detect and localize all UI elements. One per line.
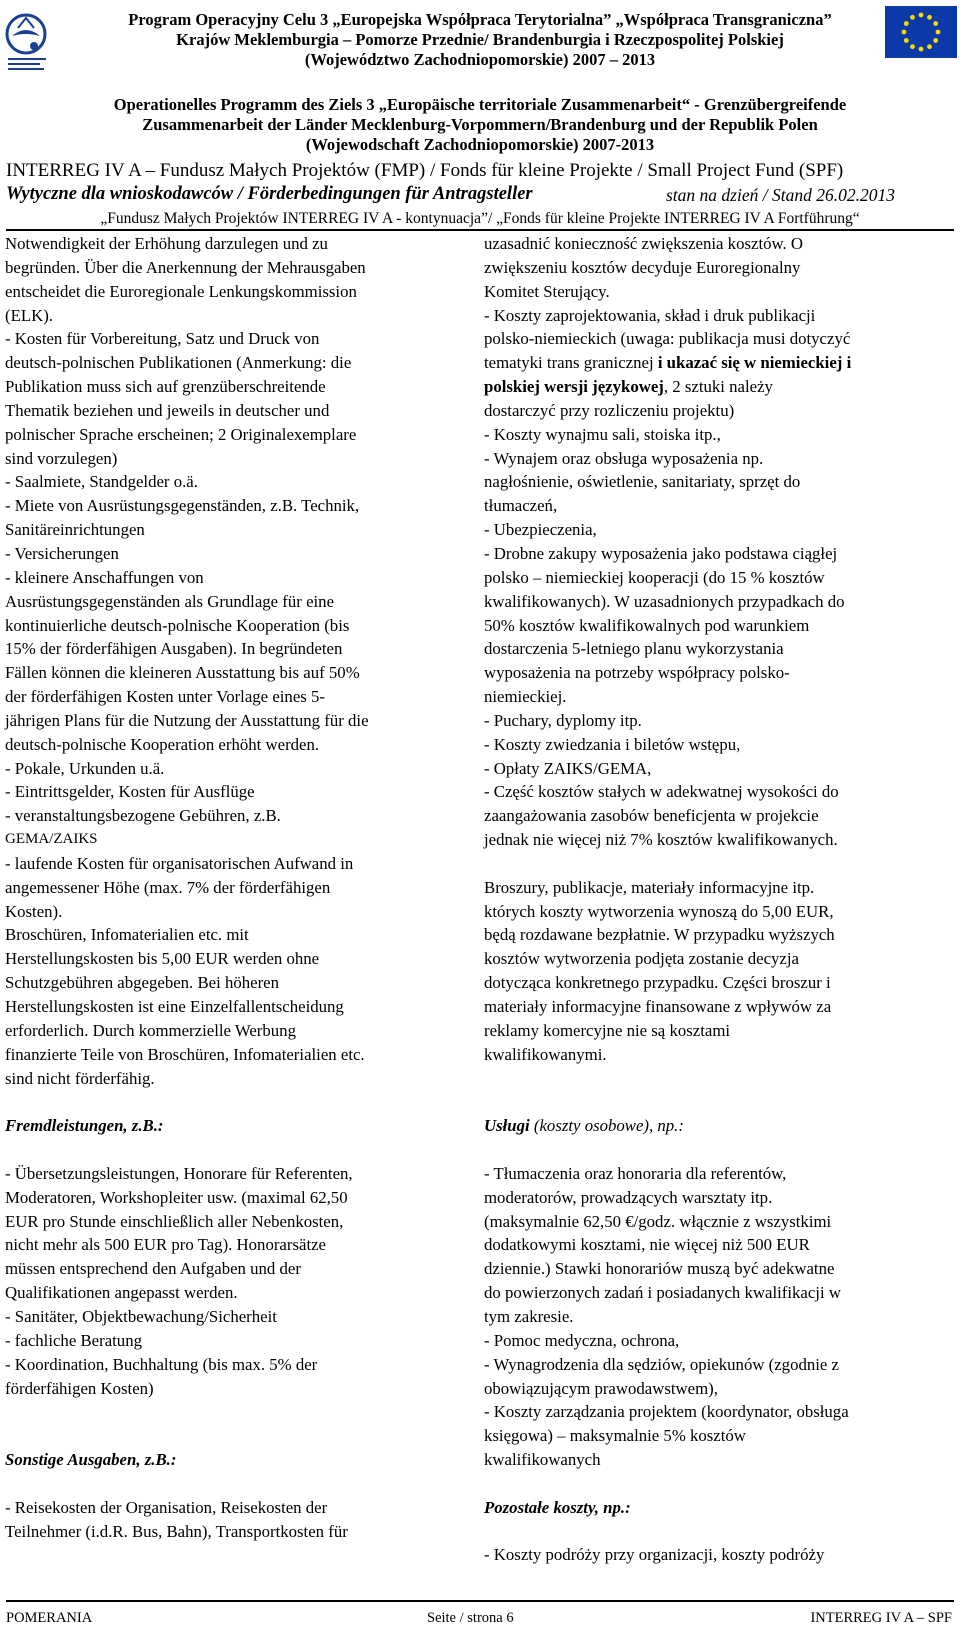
de-line: - Saalmiete, Standgelder o.ä. xyxy=(5,472,198,492)
de-blank-line xyxy=(5,1400,460,1424)
de-line: Teilnehmer (i.d.R. Bus, Bahn), Transportkosten für xyxy=(5,1521,348,1541)
pl-line: - Koszty podróży przy organizacji, koszty podróży xyxy=(484,1545,825,1565)
footer-page-number: Seite / strona 6 xyxy=(427,1610,514,1626)
de-line: entscheidet die Euroregionale Lenkungskommission xyxy=(5,281,357,301)
pl-line: wyposażenia na potrzeby współpracy polsko- xyxy=(484,663,790,683)
de-line: - kleinere Anschaffungen von xyxy=(5,567,204,587)
pl-line: będą rozdawane bezpłatnie. W przypadku wyższych xyxy=(484,925,835,945)
pl-line: do powierzonych zadań i posiadanych kwalifikacji w xyxy=(484,1283,841,1303)
pl-line: dziennie.) Stawki honorariów muszą być adekwatne xyxy=(484,1259,835,1279)
de-line: finanzierte Teile von Broschüren, Infomaterialien etc. xyxy=(5,1044,365,1064)
pl-line-mixed xyxy=(484,375,954,399)
pl-line: uzasadnić konieczność zwiększenia kosztów. O xyxy=(484,234,804,253)
pl-line: - Opłaty ZAIKS/GEMA, xyxy=(484,758,652,778)
header-de-line: Zusammenarbeit der Länder Mecklenburg-Vorpommern/Brandenburg und der Republik Polen xyxy=(142,115,818,134)
de-section-heading: Fremdleistungen, z.B.: xyxy=(5,1116,164,1136)
pl-line: tłumaczeń, xyxy=(484,496,558,516)
pl-line: kwalifikowanych xyxy=(484,1450,601,1470)
pl-line: dodatkowymi kosztami, nie więcej niż 500 EUR xyxy=(484,1235,810,1255)
pl-blank-line xyxy=(484,1067,954,1091)
de-line: - Übersetzungsleistungen, Honorare für Referenten, xyxy=(5,1163,353,1183)
de-line: Schutzgebühren abgegeben. Bei höheren xyxy=(5,973,279,993)
pl-line: - Koszty zaprojektowania, skład i druk publikacji xyxy=(484,305,816,325)
pl-line: - Wynagrodzenia dla sędziów, opiekunów (zgodnie z xyxy=(484,1354,840,1374)
de-line: GEMA/ZAIKS xyxy=(5,831,98,848)
de-line: - Koordination, Buchhaltung (bis max. 5% der xyxy=(5,1354,318,1374)
de-line: Thematik beziehen und jeweils in deutscher und xyxy=(5,400,330,420)
footer-rule xyxy=(6,1600,954,1602)
de-line: - Versicherungen xyxy=(5,543,119,563)
pl-line: - Koszty zarządzania projektem (koordynator, obsługa xyxy=(484,1402,849,1422)
pl-line: jednak nie więcej niż 7% kosztów kwalifikowanych. xyxy=(484,830,838,850)
de-blank-line xyxy=(5,1138,460,1162)
de-line: förderfähigen Kosten) xyxy=(5,1378,154,1398)
de-line: erforderlich. Durch kommerzielle Werbung xyxy=(5,1020,296,1040)
de-line: (ELK). xyxy=(5,305,53,325)
pl-line: (maksymalnie 62,50 €/godz. włącznie z wszystkimi xyxy=(484,1211,832,1231)
pl-heading-bold: Usługi xyxy=(484,1116,530,1136)
de-line: begründen. Über die Anerkennung der Mehrausgaben xyxy=(5,257,366,277)
de-line: Kosten). xyxy=(5,901,63,921)
header-de-line: Operationelles Programm des Ziels 3 „Europäische territoriale Zusammenarbeit“ - Grenzübergreifende xyxy=(113,95,847,114)
pl-blank-line xyxy=(484,1472,954,1496)
pl-line: nagłośnienie, oświetlenie, sanitariaty, sprzęt do xyxy=(484,472,801,492)
stand-date: stan na dzień / Stand 26.02.2013 xyxy=(666,185,895,205)
de-line: Broschüren, Infomaterialien etc. mit xyxy=(5,925,249,945)
de-blank-line xyxy=(5,1472,460,1496)
de-blank-line xyxy=(5,1090,460,1114)
pl-line: - Koszty zwiedzania i biletów wstępu, xyxy=(484,734,741,754)
de-line: Publikation muss sich auf grenzüberschreitende xyxy=(5,377,326,397)
pl-heading-italic: (koszty osobowe), np.: xyxy=(529,1116,684,1136)
pl-line: materiały informacyjne finansowane z wpływów za xyxy=(484,997,832,1016)
pl-line: polsko – niemieckiej kooperacji (do 15 % kosztów xyxy=(484,567,825,587)
pl-line: kwalifikowanymi. xyxy=(484,1044,607,1064)
de-line: sind nicht förderfähig. xyxy=(5,1068,155,1088)
pl-line: Broszury, publikacje, materiały informacyjne itp. xyxy=(484,877,815,897)
pl-text: , 2 sztuki należy xyxy=(663,377,773,397)
pl-line: - Część kosztów stałych w adekwatnej wysokości do xyxy=(484,782,839,802)
footer-right: INTERREG IV A – SPF xyxy=(810,1610,952,1626)
guidelines-title: Wytyczne dla wnioskodawców / Förderbedingungen für Antragsteller xyxy=(6,184,533,204)
de-line: - Pokale, Urkunden u.ä. xyxy=(5,758,165,778)
de-line: deutsch-polnischen Publikationen (Anmerkung: die xyxy=(5,353,352,373)
pl-blank-line xyxy=(484,852,954,876)
de-line: müssen entsprechend den Aufgaben und der xyxy=(5,1259,301,1279)
pl-bold-text: i ukazać się w niemieckiej i xyxy=(657,353,852,373)
pl-line: tym zakresie. xyxy=(484,1306,574,1326)
pl-line: - Pomoc medyczna, ochrona, xyxy=(484,1330,680,1350)
pl-line: dotycząca konkretnego przypadku. Części broszur i xyxy=(484,973,831,993)
footer-left: POMERANIA xyxy=(6,1610,93,1626)
de-line: Herstellungskosten ist eine Einzelfallentscheidung xyxy=(5,997,344,1016)
de-line: Qualifikationen angepasst werden. xyxy=(5,1283,238,1303)
header-rule xyxy=(6,229,954,231)
de-line: nicht mehr als 500 EUR pro Tag). Honorarsätze xyxy=(5,1235,326,1255)
de-line: Moderatoren, Workshopleiter usw. (maximal 62,50 xyxy=(5,1187,348,1207)
pl-blank-line xyxy=(484,1090,954,1114)
de-line: Herstellungskosten bis 5,00 EUR werden ohne xyxy=(5,949,320,969)
interreg-line: INTERREG IV A – Fundusz Małych Projektów (FMP) / Fonds für kleine Projekte / Small Project Fund (SPF) xyxy=(6,160,844,181)
pl-line: 50% kosztów kwalifikowalnych pod warunkiem xyxy=(484,615,810,635)
pl-line: których koszty wytworzenia wynoszą do 5,00 EUR, xyxy=(484,901,834,921)
pl-line: - Koszty wynajmu sali, stoiska itp., xyxy=(484,424,721,444)
header-pl-line: Program Operacyjny Celu 3 „Europejska Współpraca Terytorialna” „Współpraca Transgraniczna” xyxy=(128,10,832,29)
de-line: Ausrüstungsgegenständen als Grundlage für eine xyxy=(5,591,335,611)
de-line: sind vorzulegen) xyxy=(5,448,118,468)
header-german xyxy=(0,95,960,155)
de-section-heading: Sonstige Ausgaben, z.B.: xyxy=(5,1450,177,1470)
pl-section-heading xyxy=(484,1114,954,1138)
header-polish xyxy=(0,10,960,70)
de-line: 15% der förderfähigen Ausgaben). In begründeten xyxy=(5,639,343,659)
pl-line: dostarczyć przy rozliczeniu projektu) xyxy=(484,400,735,420)
pl-line: - Puchary, dyplomy itp. xyxy=(484,710,642,730)
de-line: - laufende Kosten für organisatorischen Aufwand in xyxy=(5,853,354,873)
de-line: kontinuierliche deutsch-polnische Kooperation (bis xyxy=(5,615,350,635)
de-line: - Sanitäter, Objektbewachung/Sicherheit xyxy=(5,1306,277,1326)
pl-line: Komitet Sterujący. xyxy=(484,281,610,301)
pl-line: - Ubezpieczenia, xyxy=(484,520,597,540)
continuation-line: „Fundusz Małych Projektów INTERREG IV A - kontynuacja”/ „Fonds für kleine Projekte INTERREG IV A Fortführung“ xyxy=(100,210,860,227)
de-line: - fachliche Beratung xyxy=(5,1330,142,1350)
pl-line: kosztów wytworzenia podjęta zostanie decyzja xyxy=(484,949,799,969)
pl-line-mixed xyxy=(484,351,954,375)
german-column xyxy=(5,232,460,1543)
de-line: Fällen können die kleineren Ausstattung bis auf 50% xyxy=(5,663,360,683)
de-line: - Reisekosten der Organisation, Reisekosten der xyxy=(5,1497,328,1517)
de-line: - veranstaltungsbezogene Gebühren, z.B. xyxy=(5,806,281,826)
pl-line: moderatorów, prowadzących warsztaty itp. xyxy=(484,1187,773,1207)
header-de-line: (Wojewodschaft Zachodniopomorskie) 2007-2013 xyxy=(305,135,655,154)
pl-line: kwalifikowanych). W uzasadnionych przypadkach do xyxy=(484,591,845,611)
pl-text: tematyki trans granicznej xyxy=(484,353,658,373)
de-line: - Kosten für Vorbereitung, Satz und Druck von xyxy=(5,329,320,349)
de-line: - Eintrittsgelder, Kosten für Ausflüge xyxy=(5,782,255,802)
pl-line: - Tłumaczenia oraz honoraria dla referentów, xyxy=(484,1163,787,1183)
header-pl-line: Krajów Meklemburgia – Pomorze Przednie/ Brandenburgia i Rzeczpospolitej Polskiej xyxy=(176,30,784,49)
de-line: EUR pro Stunde einschließlich aller Nebenkosten, xyxy=(5,1211,344,1231)
de-line: angemessener Höhe (max. 7% der förderfähigen xyxy=(5,877,331,897)
pl-line: obowiązującym prawodawstwem), xyxy=(484,1378,718,1398)
de-line: Notwendigkeit der Erhöhung darzulegen und zu xyxy=(5,234,328,253)
pl-line: księgowa) – maksymalnie 5% kosztów xyxy=(484,1426,746,1446)
pl-line: zwiększeniu kosztów decyduje Euroregionalny xyxy=(484,257,801,277)
de-blank-line xyxy=(5,1424,460,1448)
de-line: der förderfähigen Kosten unter Vorlage eines 5- xyxy=(5,687,325,707)
de-line: polnischer Sprache erscheinen; 2 Originalexemplare xyxy=(5,424,357,444)
pl-bold-text: polskiej wersji językowej xyxy=(484,377,664,397)
pl-section-heading: Pozostałe koszty, np.: xyxy=(484,1497,631,1517)
de-line: - Miete von Ausrüstungsgegenständen, z.B. Technik, xyxy=(5,496,360,516)
pl-line: reklamy komercyjne nie są kosztami xyxy=(484,1020,731,1040)
de-line: jährigen Plans für die Nutzung der Ausstattung für die xyxy=(5,710,369,730)
pl-line: - Wynajem oraz obsługa wyposażenia np. xyxy=(484,448,764,468)
pl-line: niemieckiej. xyxy=(484,687,567,707)
de-line: Sanitäreinrichtungen xyxy=(5,520,145,540)
header-pl-line: (Województwo Zachodniopomorskie) 2007 – 2013 xyxy=(304,50,656,69)
pl-blank-line xyxy=(484,1138,954,1162)
pl-line: dostarczenia 5-letniego planu wykorzystania xyxy=(484,639,784,659)
de-line: deutsch-polnische Kooperation erhöht werden. xyxy=(5,734,320,754)
pl-blank-line xyxy=(484,1520,954,1544)
pl-line: polsko-niemieckich (uwaga: publikacja musi dotyczyć xyxy=(484,329,851,349)
polish-column xyxy=(484,232,954,1567)
pl-line: - Drobne zakupy wyposażenia jako podstawa ciągłej xyxy=(484,543,838,563)
pl-line: zaangażowania zasobów beneficjenta w projekcie xyxy=(484,806,819,826)
